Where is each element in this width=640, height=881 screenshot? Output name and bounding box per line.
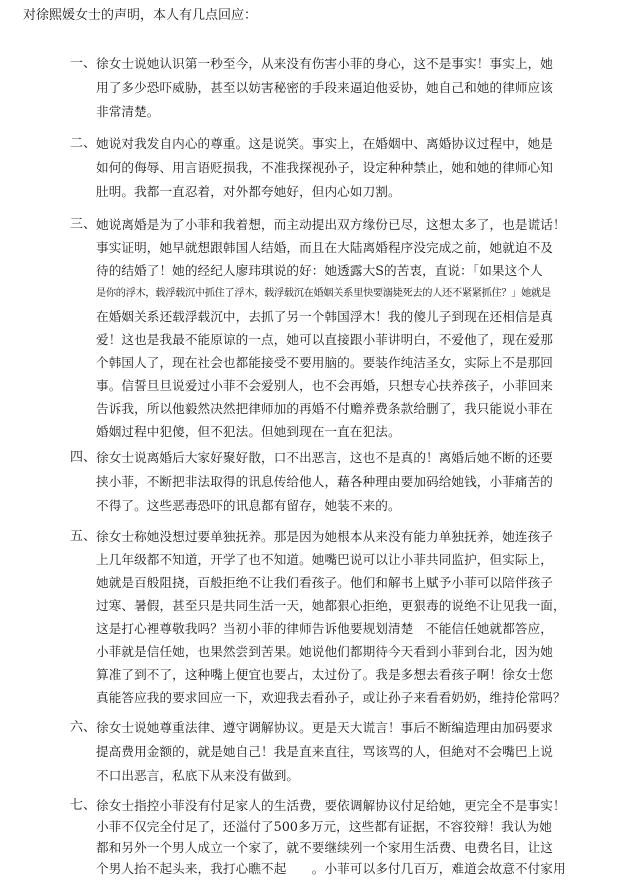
section-line: 徐女士说离婚后大家好聚好散，口不出恶言，这也不是真的！离婚后她不断的还要 xyxy=(96,450,553,465)
section-line: 徐女士称她没想过要单独抚养。那是因为她根本从来没有能力单独抚养，她连孩子 xyxy=(96,529,553,544)
section-number: 四、 xyxy=(70,450,97,465)
section-line: 在婚姻关系还载浮载沉中，去抓了另一个韩国浮木！我的傻儿子到现在还相信是真 xyxy=(96,309,553,324)
section-line: 个韩国人了，现在社会也都能接受不要用脑的。要装作纯洁圣女，实际上不是那回 xyxy=(96,355,553,370)
section-line: 真能答应我的要求回应一下，欢迎我去看孙子，或让孙子来看看奶奶，维持伦常吗？ xyxy=(96,690,566,705)
statement-heading: 对徐熙媛女士的声明，本人有几点回应： xyxy=(23,8,258,23)
section-line: 都和另外一个男人成立一个家了，就不要继续列一个家用生活费、电费名目，让这 xyxy=(96,840,553,855)
section-line: 是你的浮木，载浮载沉中抓住了浮木，载浮载沉在婚姻关系里快要溺毙死去的人还不紧紧抓住？」她就是 xyxy=(96,288,551,299)
section-line: 小菲就是信任她，也果然尝到苦果。她说他们都期待今天看到小菲到台北，因为她 xyxy=(96,644,553,659)
section-number: 七、 xyxy=(70,798,97,813)
section-line: 事。信誓旦旦说爱过小菲不会爱别人，也不会再婚，只想专心扶养孩子，小菲回来 xyxy=(96,378,553,393)
section-line: 告诉我，所以他毅然决然把律师加的再婚不付赡养费条款给删了，我只能说小菲在 xyxy=(96,401,553,416)
section-line: 她就是百般阻挠，百般拒绝不让我们看孩子。他们和解书上赋予小菲可以陪伴孩子 xyxy=(96,575,553,590)
section-line: 挟小菲，不断把非法取得的讯息传给他人，藉各种理由要加码给她钱，小菲痛苦的 xyxy=(96,474,553,489)
section-line: 爱！这也是我最不能原谅的一点，她可以直接跟小菲讲明白，不爱他了，现在爱那 xyxy=(96,332,553,347)
section-line: 算准了到不了，这种嘴上便宜也要占，太过份了。我是多想去看孩子啊！徐女士您 xyxy=(96,667,553,682)
section-line: 她说离婚是为了小菲和我着想，而主动提出双方缘份已尽，这想太多了，也是谎话！ xyxy=(96,217,566,232)
section-line: 提高费用金额的，就是她自己！我是直来直往，骂该骂的人，但絶对不会嘴巴上说 xyxy=(96,744,553,759)
section-line: 不口出恶言，私底下从来没有做到。 xyxy=(96,768,300,783)
section-number: 六、 xyxy=(70,720,97,735)
section-line: 上几年级都不知道，开学了也不知道。她嘴巴说可以让小菲共同监护，但实际上， xyxy=(96,552,553,567)
section-line: 用了多少恐吓威胁，甚至以妨害秘密的手段来逼迫他妥协，她自己和她的律师应该 xyxy=(96,80,553,95)
section-line: 徐女士说她认识第一秒至今，从来没有伤害小菲的身心，这不是事实！事实上，她 xyxy=(96,56,553,71)
section-number: 五、 xyxy=(70,529,97,544)
section-line: 小菲不仅完全付足了，还溢付了500多万元，这些都有证据，不容狡辩！我认为她 xyxy=(96,819,552,834)
section-line: 不得了。这些恶毒恐吓的讯息都有留存，她装不来的。 xyxy=(96,498,401,513)
section-line: 徐女士说她尊重法律、遵守调解协议。更是天大谎言！事后不断编造理由加码要求 xyxy=(96,720,553,735)
section-line: 事实证明，她早就想跟韩国人结婚，而且在大陆离婚程序没完成之前，她就迫不及 xyxy=(96,240,553,255)
section-number: 三、 xyxy=(70,217,97,232)
section-line: 她说对我发自内心的尊重。这是说笑。事实上，在婚姻中、离婚协议过程中，她是 xyxy=(96,136,553,151)
section-line: 这是打心裡尊敬我吗？当初小菲的律师告诉他要规划清楚 不能信任她就都答应， xyxy=(96,621,553,636)
section-line: 徐女士指控小菲没有付足家人的生活费，要依调解协议付足给她，更完全不是事实！ xyxy=(96,798,566,813)
section-number: 二、 xyxy=(70,136,97,151)
section-line: 非常清楚。 xyxy=(96,104,160,119)
section-line: 个男人抬不起头来，我打心瞧不起 。小菲可以多付几百万，难道会故意不付家用 xyxy=(96,861,566,876)
section-line: 婚姻过程中犯傻，但不犯法。但她到现在一直在犯法。 xyxy=(96,424,401,439)
section-line: 如何的侮辱、用言语贬损我，不准我探视孙子，设定种种禁止，她和她的律师心知 xyxy=(96,160,553,175)
section-line: 肚明。我都一直忍着，对外都夸她好，但内心如刀割。 xyxy=(96,184,401,199)
section-line: 待的结婚了！她的经纪人廖玮琪说的好：她透露大S的苦衷，直说：「如果这个人 xyxy=(96,263,543,278)
section-line: 过寒、暑假，甚至只是共同生活一天，她都狠心拒绝，更狠毒的说绝不让见我一面， xyxy=(96,598,566,613)
section-number: 一、 xyxy=(70,56,97,71)
